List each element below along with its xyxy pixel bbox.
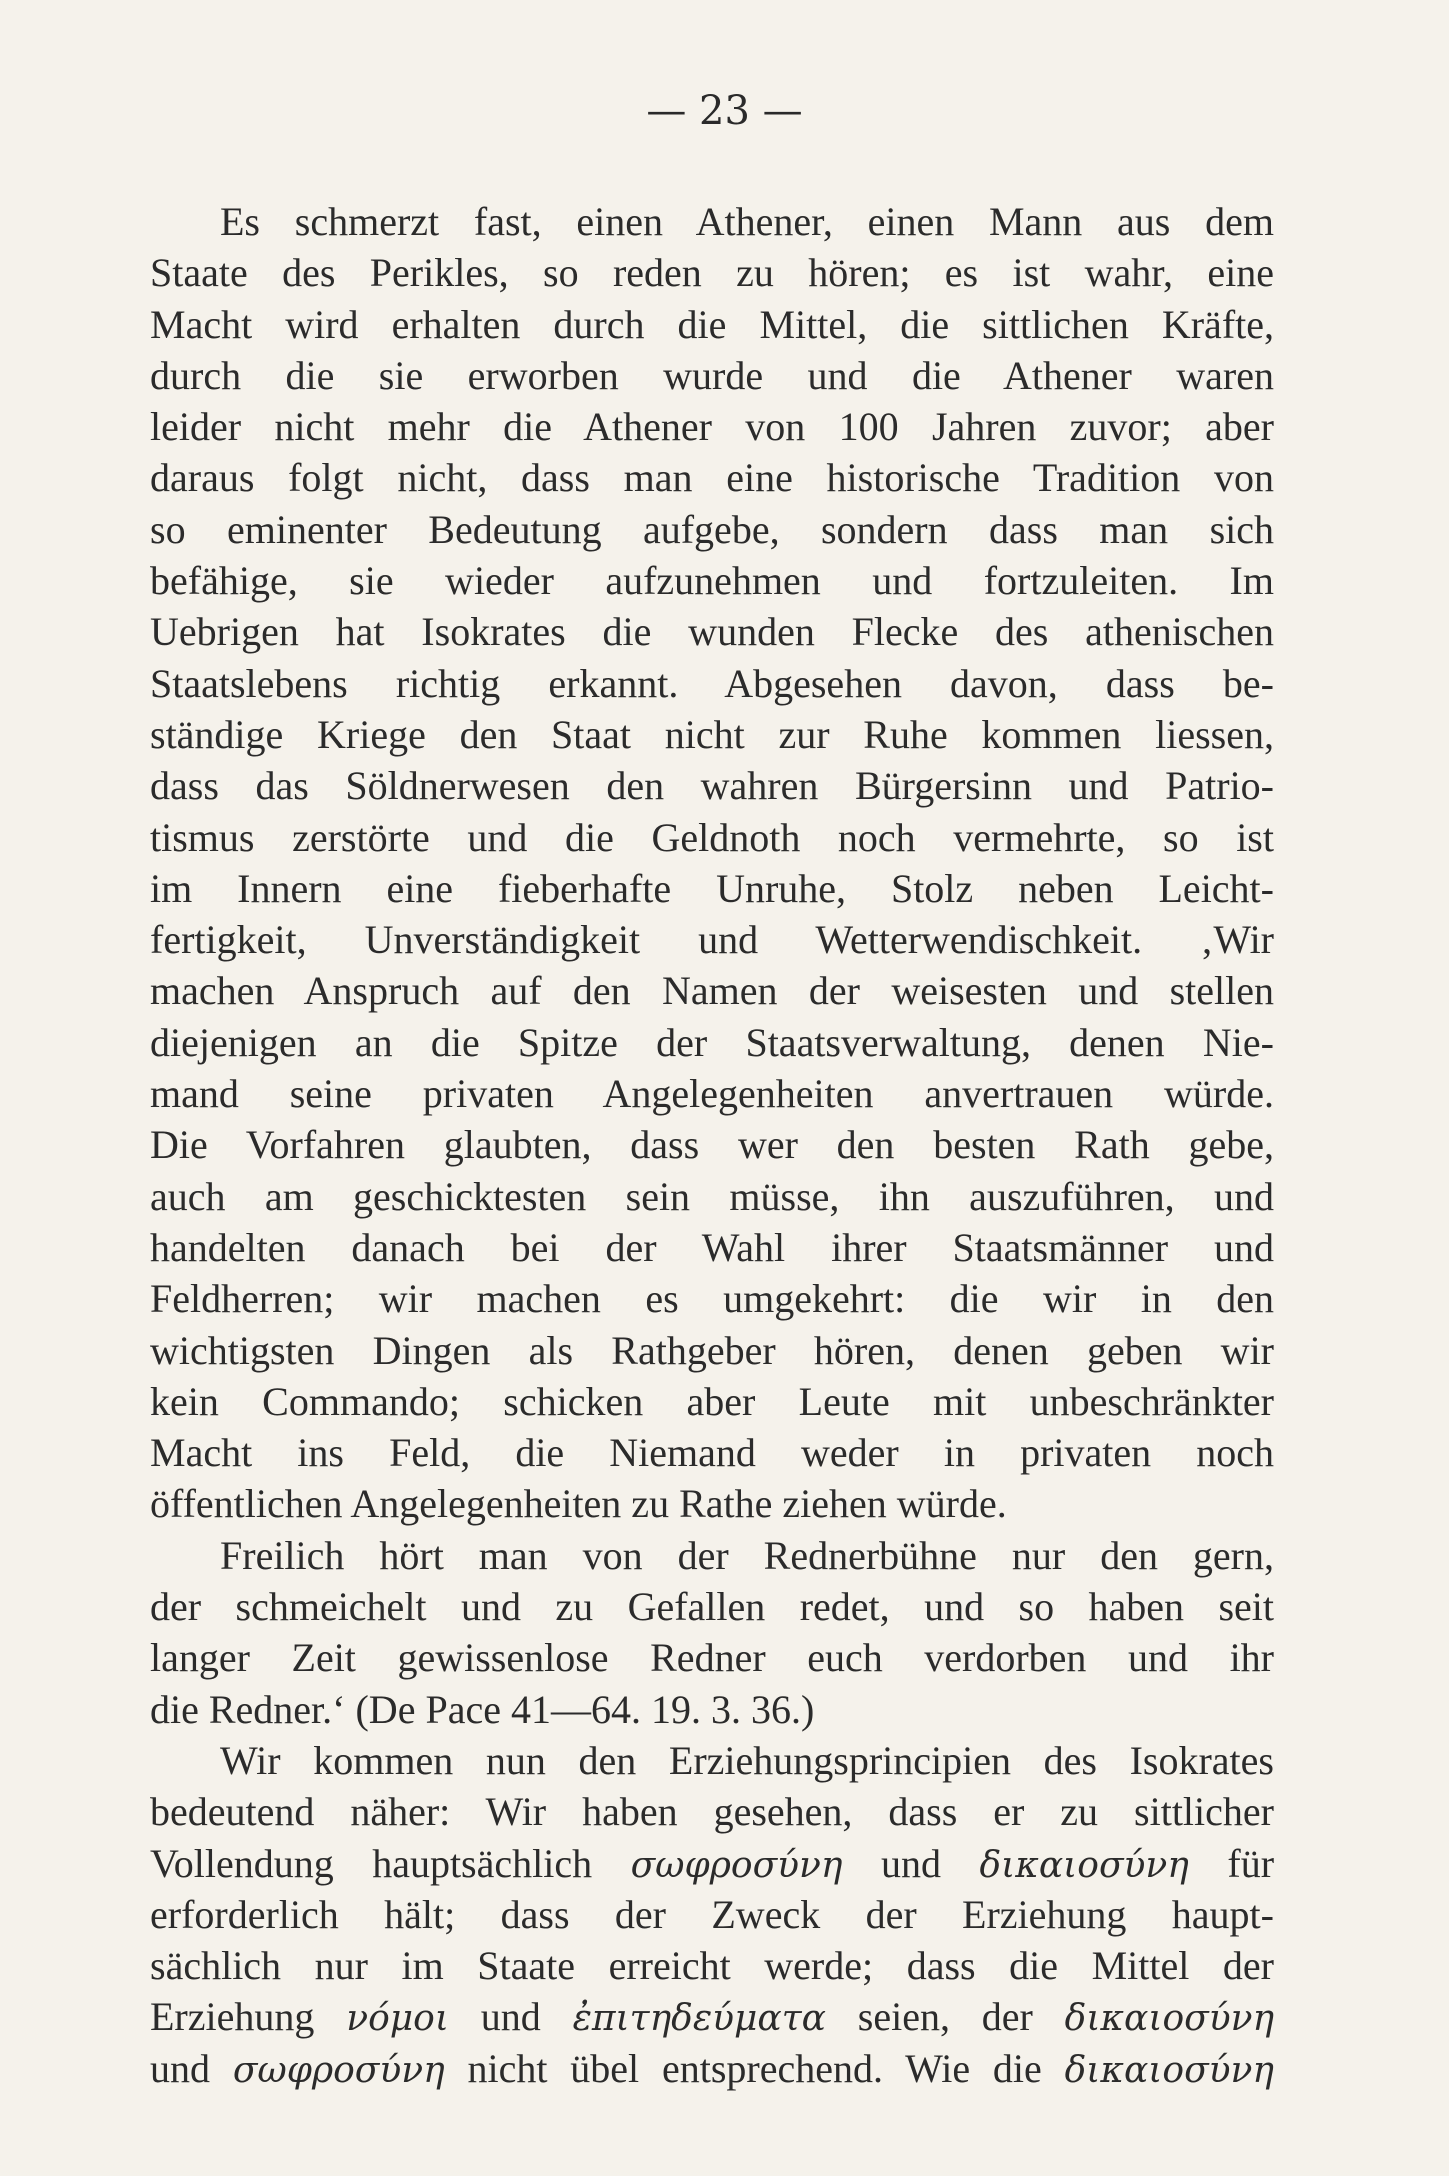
text-line: Macht wird erhalten durch die Mittel, die sittlichen Kräfte, [150,301,1274,347]
text-line: tismus zerstörte und die Geldnoth noch vermehrte, so ist [150,814,1274,860]
text-line: durch die sie erworben wurde und die Athener waren [150,352,1274,398]
paragraph-2 [150,1530,1274,1735]
text-line: Uebrigen hat Isokrates die wunden Flecke des athenischen [150,609,1274,655]
greek-word: σωφροσύνη [630,1844,843,1886]
text-segment: und [150,2045,210,2091]
text-line: der schmeichelt und zu Gefallen redet, und so haben seit [150,1584,1274,1630]
text-line [150,1838,1274,1889]
text-line: erforderlich hält; dass der Zweck der Erziehung haupt- [150,1891,1274,1937]
text-line: machen Anspruch auf den Namen der weisesten und stellen [150,968,1274,1014]
text-line: handelten danach bei der Wahl ihrer Staatsmänner und [150,1224,1274,1270]
text-line: Die Vorfahren glaubten, dass wer den besten Rath gebe, [150,1122,1274,1168]
text-line: kein Commando; schicken aber Leute mit unbeschränkter [150,1378,1274,1424]
body-text [150,196,1274,2094]
text-line [150,2043,1274,2094]
text-line: Staatslebens richtig erkannt. Abgesehen davon, dass be- [150,660,1274,706]
text-segment: Erziehung [150,1994,315,2040]
text-line: die Redner.‘ (De Pace 41—64. 19. 3. 36.) [150,1686,815,1732]
text-line: Macht ins Feld, die Niemand weder in privaten noch [150,1430,1274,1476]
text-line: wichtigsten Dingen als Rathgeber hören, denen geben wir [150,1327,1274,1373]
paragraph-1 [150,196,1274,1530]
text-line: so eminenter Bedeutung aufgebe, sondern dass man sich [150,506,1274,552]
page-number: — 23 — [646,88,803,134]
text-line: auch am geschicktesten sein müsse, ihn auszuführen, und [150,1173,1274,1219]
text-segment: nicht übel entsprechend. Wie die [467,2045,1042,2091]
text-line: befähige, sie wieder aufzunehmen und fortzuleiten. Im [150,558,1274,604]
text-line: mand seine privaten Angelegenheiten anvertrauen würde. [150,1071,1274,1117]
greek-word: νόμοι [346,1998,449,2040]
greek-word: δικαιοσύνη [1064,2049,1275,2091]
greek-word: δικαιοσύνη [979,1844,1189,1886]
text-line: Freilich hört man von der Rednerbühne nur den gern, [220,1532,1274,1578]
text-line [150,1991,1274,2042]
greek-word: δικαιοσύνη [1064,1998,1275,2040]
text-line: Wir kommen nun den Erziehungsprincipien des Isokrates [220,1737,1274,1783]
text-line: fertigkeit, Unverständigkeit und Wetterwendischkeit. ‚Wir [150,917,1274,963]
text-line: im Innern eine fieberhafte Unruhe, Stolz neben Leicht- [150,865,1274,911]
text-segment: für [1227,1840,1275,1886]
text-line: Feldherren; wir machen es umgekehrt: die wir in den [150,1276,1274,1322]
text-line: ständige Kriege den Staat nicht zur Ruhe kommen liessen, [150,711,1274,757]
greek-word: ἐπιτηδεύματα [572,1998,826,2040]
text-line: Es schmerzt fast, einen Athener, einen Mann aus dem [220,199,1274,244]
text-segment: seien, der [857,1994,1033,2040]
text-line: bedeutend näher: Wir haben gesehen, dass er zu sittlicher [150,1789,1274,1835]
text-line: öffentlichen Angelegenheiten zu Rathe ziehen würde. [150,1481,1007,1527]
text-line: daraus folgt nicht, dass man eine historische Tradition von [150,455,1274,501]
text-line: dass das Söldnerwesen den wahren Bürgersinn und Patrio- [150,763,1274,809]
text-segment: und [880,1840,941,1886]
text-line: Staate des Perikles, so reden zu hören; es ist wahr, eine [150,250,1274,296]
text-line: leider nicht mehr die Athener von 100 Jahren zuvor; aber [150,404,1274,450]
text-line: sächlich nur im Staate erreicht werde; dass die Mittel der [150,1943,1274,1989]
text-line: diejenigen an die Spitze der Staatsverwaltung, denen Nie- [150,1019,1274,1065]
paragraph-3 [150,1735,1274,2094]
text-segment: Vollendung hauptsächlich [150,1840,593,1886]
greek-word: σωφροσύνη [232,2049,445,2091]
text-segment: und [480,1994,541,2040]
text-line: langer Zeit gewissenlose Redner euch verdorben und ihr [150,1635,1274,1681]
